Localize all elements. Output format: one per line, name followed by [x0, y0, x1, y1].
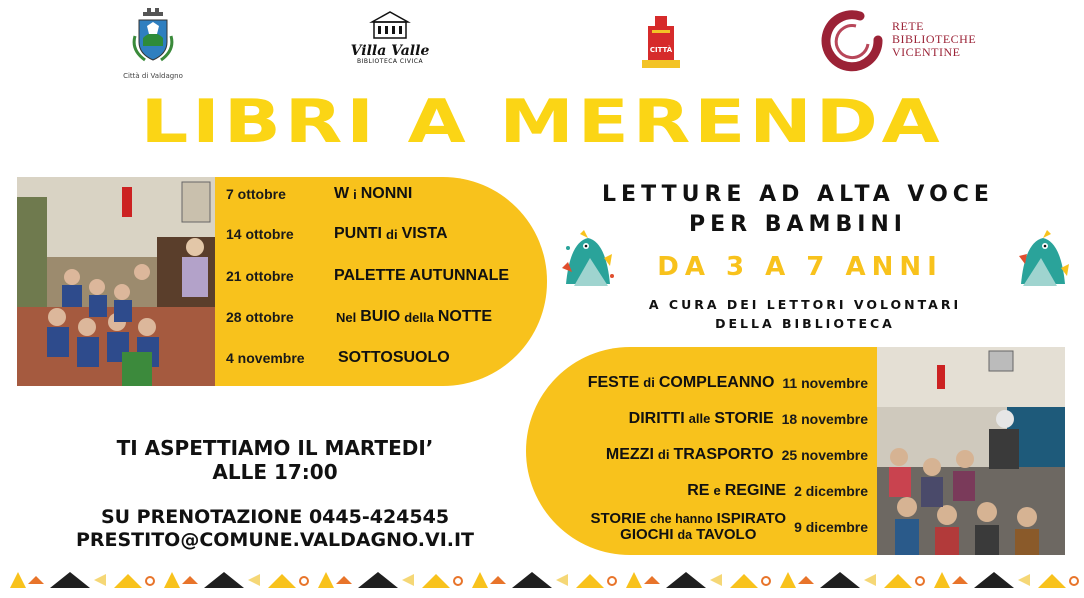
citta-label: CITTÀ: [649, 46, 673, 54]
topic-keyword: COMPLEANNO: [658, 374, 775, 391]
valdagno-crest-icon: [131, 6, 175, 66]
topic-connector: Nel: [336, 309, 357, 325]
right-schedule-row: [588, 372, 868, 394]
topic-keyword: TRASPORTO: [673, 446, 774, 463]
heading-bambini: PER BAMBINI: [689, 212, 907, 237]
deco-motif: [318, 572, 462, 588]
topic-connector: alle: [688, 411, 711, 426]
schedule-date: 11 novembre: [782, 375, 868, 391]
villa-valle-name: Villa Valle: [350, 43, 430, 59]
mascot-right-icon: [1015, 228, 1071, 288]
decorative-pattern-border: [0, 566, 1084, 594]
villa-building-icon: [368, 10, 412, 40]
mascot-left-icon: [560, 228, 616, 288]
logo-rete-biblioteche-vicentine: [820, 10, 990, 74]
topic-keyword: BUIO: [360, 308, 401, 325]
topic-connector: di: [643, 375, 655, 390]
topic-keyword: DIRITTI: [628, 410, 685, 427]
topic-connector: della: [404, 309, 434, 325]
rete-line-3: VICENTINE: [892, 45, 961, 59]
right-schedule-row: [629, 408, 868, 430]
topic-group: [591, 511, 787, 543]
topic-connector: che hanno: [650, 512, 713, 526]
topic-group: [606, 446, 774, 464]
booking-email: PRESTITO@COMUNE.VALDAGNO.VI.IT: [75, 529, 475, 551]
topic-keyword: RE: [687, 482, 710, 499]
deco-motif: [10, 572, 154, 588]
logo-citta-del-libro: [638, 16, 684, 72]
cura-line-1: A CURA DEI LETTORI VOLONTARI: [648, 297, 962, 312]
rete-line-2: BIBLIOTECHE: [892, 32, 977, 46]
topic-keyword: NOTTE: [437, 308, 493, 325]
villa-valle-subtitle: BIBLIOTECA CIVICA: [356, 58, 424, 65]
topic-keyword: REGINE: [724, 482, 787, 499]
topic-keyword: GIOCHI: [620, 526, 674, 543]
topic-group: [588, 374, 775, 392]
topic-keyword: TAVOLO: [696, 526, 757, 543]
topic-keyword: W: [334, 185, 350, 202]
topic-keyword: STORIE: [590, 510, 647, 527]
topic-keyword: NONNI: [360, 185, 413, 202]
left-schedule-row: [226, 264, 509, 288]
left-schedule-row: [226, 182, 412, 206]
schedule-date: 28 ottobre: [226, 309, 294, 325]
when-line-2: ALLE 17:00: [212, 460, 338, 484]
heading-letture: LETTURE AD ALTA VOCE: [602, 182, 994, 207]
topic-connector: di: [657, 447, 670, 462]
schedule-date: 18 novembre: [781, 411, 868, 427]
left-schedule-row: [226, 305, 492, 329]
topic-keyword: SOTTOSUOLO: [338, 349, 450, 366]
booking-phone: SU PRENOTAZIONE 0445-424545: [100, 506, 450, 528]
logo-villa-valle: [350, 10, 430, 74]
deco-motif: [626, 572, 770, 588]
schedule-date: 25 novembre: [781, 447, 868, 463]
valdagno-caption: Città di Valdagno: [123, 72, 183, 80]
topic-keyword: PALETTE AUTUNNALE: [334, 267, 510, 284]
schedule-date: 7 ottobre: [226, 186, 286, 202]
topic-keyword: VISTA: [401, 225, 448, 242]
topic-group: [687, 482, 786, 500]
citta-book-icon: [638, 16, 684, 72]
photo-reading-session-right: [877, 347, 1065, 555]
deco-motif: [780, 572, 924, 588]
rete-circle-icon: [820, 10, 884, 74]
schedule-date: 2 dicembre: [794, 483, 868, 499]
topic-keyword: STORIE: [714, 410, 774, 427]
right-schedule-row: [687, 480, 868, 502]
topic-keyword: PUNTI: [334, 225, 382, 242]
age-range: DA 3 A 7 ANNI: [657, 252, 943, 282]
topic-connector: di: [386, 226, 398, 242]
photo-reading-session-left: [17, 177, 215, 386]
topic-keyword: ISPIRATO: [716, 510, 787, 527]
topic-keyword: FESTE: [587, 374, 640, 391]
schedule-date: 9 dicembre: [794, 519, 868, 535]
right-schedule-row: [591, 511, 869, 543]
when-line-1: TI ASPETTIAMO IL MARTEDI’: [116, 436, 434, 460]
left-schedule-row: [226, 346, 450, 370]
right-schedule-list: [526, 347, 886, 555]
deco-motif: [472, 572, 616, 588]
cura-line-2: DELLA BIBLIOTECA: [715, 316, 895, 331]
schedule-date: 14 ottobre: [226, 226, 294, 242]
topic-connector: da: [677, 528, 693, 542]
rete-line-1: RETE: [892, 19, 924, 33]
deco-motif: [934, 572, 1078, 588]
right-schedule-row: [606, 444, 868, 466]
left-schedule-row: [226, 222, 448, 246]
topic-connector: i: [353, 186, 357, 202]
topic-keyword: MEZZI: [605, 446, 654, 463]
page-title: LIBRI A MERENDA: [140, 87, 944, 157]
deco-motif: [164, 572, 308, 588]
topic-group: [629, 410, 774, 428]
schedule-date: 21 ottobre: [226, 268, 294, 284]
topic-connector: e: [713, 483, 721, 498]
schedule-date: 4 novembre: [226, 350, 305, 366]
logo-citta-di-valdagno: [118, 6, 188, 82]
